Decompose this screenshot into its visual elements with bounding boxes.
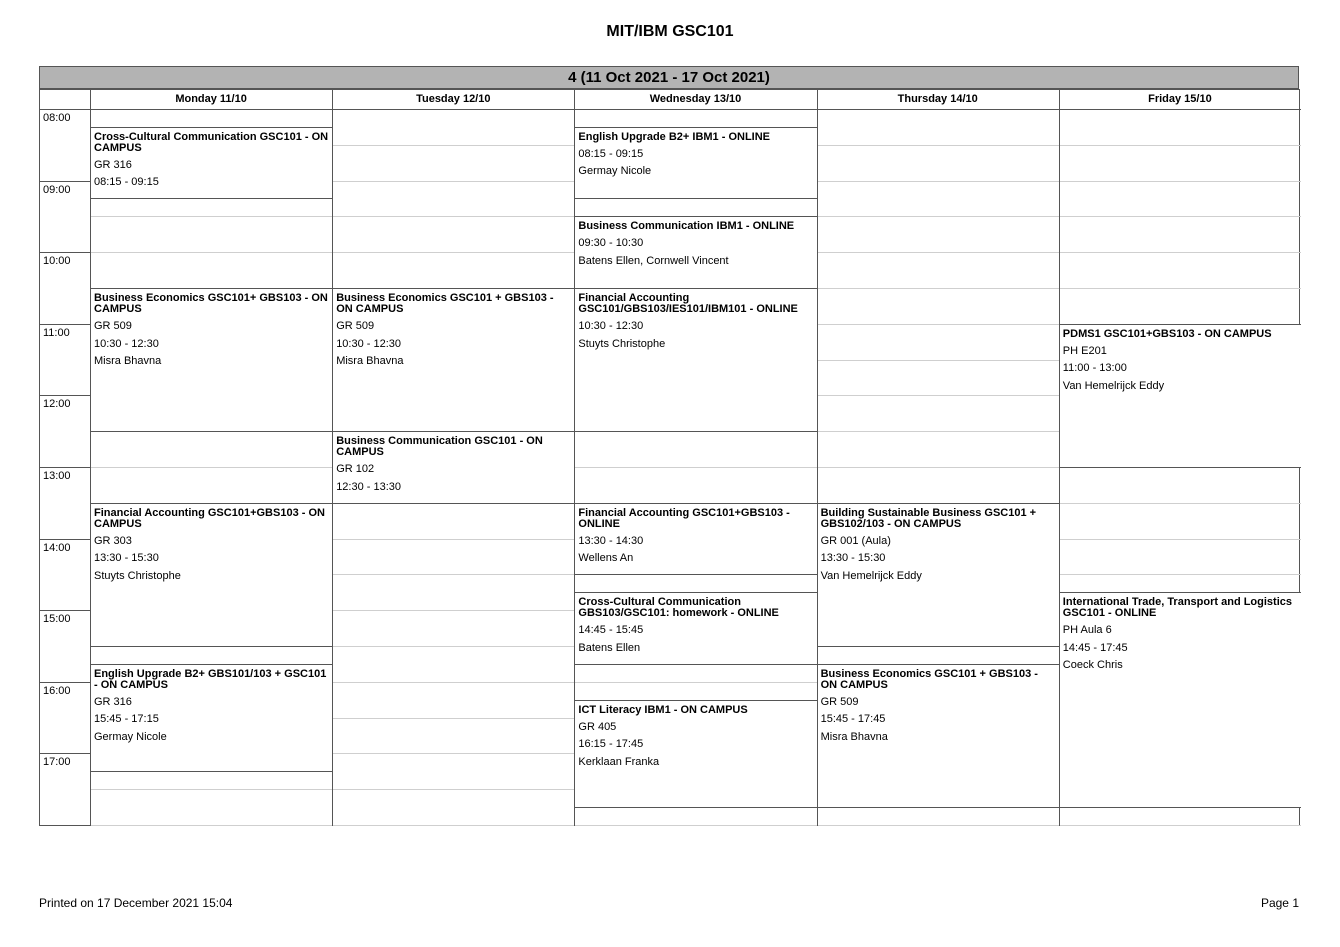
event-block (818, 503, 1059, 647)
day-header: Friday 15/10 (1148, 93, 1212, 105)
event-block (333, 288, 574, 432)
hour-line (39, 324, 90, 325)
printed-date: Printed on 17 December 2021 15:04 (39, 896, 233, 910)
hour-line (39, 395, 90, 396)
event-title: ICT Literacy IBM1 - ON CAMPUS (578, 703, 748, 716)
event-detail: 13:30 - 15:30 (94, 552, 159, 565)
event-detail: 15:45 - 17:15 (94, 713, 159, 726)
event-detail: 10:30 - 12:30 (336, 337, 402, 350)
event-title: PDMS1 GSC101+GBS103 - ON CAMPUS (1062, 327, 1272, 340)
event-block (818, 664, 1059, 808)
event-title: Business Economics GSC101 + GBS103 - ON CAMPUS (336, 292, 554, 315)
event-detail: GR 001 (Aula) (820, 534, 891, 547)
event-detail: 10:30 - 12:30 (94, 337, 159, 350)
event-detail: 11:00 - 13:00 (1062, 362, 1127, 375)
day-header: Tuesday 12/10 (416, 93, 491, 105)
hour-line (39, 682, 90, 683)
event-title: Cross-Cultural Communication GBS103/GSC101: homework - ONLINE (578, 596, 779, 620)
hour-label: 08:00 (43, 112, 71, 124)
event-title: Business Economics GSC101 + GBS103 - ON CAMPUS (820, 667, 1038, 691)
event-detail: GR 303 (94, 534, 132, 547)
event-detail: Batens Ellen, Cornwell Vincent (578, 254, 729, 267)
hour-line (39, 467, 90, 468)
week-header: 4 (11 Oct 2021 - 17 Oct 2021) (39, 66, 1299, 89)
event-detail: Wellens An (578, 552, 634, 565)
event-block (91, 503, 332, 647)
event-block (91, 288, 332, 432)
event-detail: Misra Bhavna (336, 355, 404, 368)
event-detail: GR 102 (336, 463, 375, 476)
event-title: Financial Accounting GSC101/GBS103/IES101/IBM101 - ONLINE (578, 292, 798, 315)
event-block (575, 288, 816, 432)
event-detail: GR 509 (336, 320, 375, 332)
event-block (1060, 592, 1301, 808)
event-detail: Batens Ellen (578, 641, 641, 654)
day-header: Thursday 14/10 (897, 93, 978, 105)
event-detail: Van Hemelrijck Eddy (820, 569, 922, 582)
event-title: International Trade, Transport and Logistics GSC101 - ONLINE (1062, 596, 1293, 620)
event-block (575, 503, 816, 576)
event-block (575, 592, 816, 665)
hour-label: 15:00 (43, 613, 71, 626)
event-detail: Misra Bhavna (94, 355, 162, 368)
event-title: Financial Accounting GSC101+GBS103 - ONLINE (578, 506, 790, 530)
event-detail: 08:15 - 09:15 (578, 147, 644, 160)
event-detail: Coeck Chris (1062, 659, 1123, 672)
event-detail: 12:30 - 13:30 (336, 480, 402, 493)
event-title: Business Communication GSC101 - ON CAMPUS (336, 435, 543, 459)
event-title: Business Communication IBM1 - ONLINE (578, 220, 795, 233)
event-detail: 15:45 - 17:45 (820, 713, 886, 726)
slot-line (90, 825, 1301, 826)
event-detail: GR 509 (94, 320, 132, 332)
event-title: English Upgrade B2+ GBS101/103 + GSC101 - ON CAMPUS (94, 667, 327, 691)
event-block (575, 700, 816, 808)
document-title: MIT/IBM GSC101 (606, 23, 734, 40)
event-detail: PH Aula 6 (1062, 624, 1112, 637)
event-detail: 09:30 - 10:30 (578, 237, 644, 250)
event-detail: Stuyts Christophe (578, 337, 666, 350)
event-title: Financial Accounting GSC101+GBS103 - ON CAMPUS (94, 506, 325, 530)
event-detail: Kerklaan Franka (578, 755, 660, 768)
event-detail: Germay Nicole (578, 165, 652, 178)
hour-line (39, 610, 90, 611)
event-block (575, 127, 816, 200)
hour-line (39, 252, 90, 253)
event-detail: 16:15 - 17:45 (578, 738, 644, 751)
event-block (91, 127, 332, 200)
event-detail: GR 316 (94, 158, 132, 171)
hour-label: 14:00 (43, 541, 71, 554)
hour-line (39, 825, 90, 826)
hour-line (39, 539, 90, 540)
event-detail: 14:45 - 15:45 (578, 624, 644, 637)
event-detail: GR 509 (820, 695, 859, 708)
hour-line (39, 181, 90, 182)
header-line (39, 109, 1301, 110)
day-header: Wednesday 13/10 (649, 93, 742, 105)
event-detail: Misra Bhavna (820, 731, 888, 744)
event-detail: 13:30 - 15:30 (820, 552, 886, 565)
event-detail: Van Hemelrijck Eddy (1062, 379, 1165, 392)
event-detail: PH E201 (1062, 344, 1107, 357)
hour-label: 13:00 (43, 470, 71, 482)
hour-label: 17:00 (43, 756, 71, 769)
timetable-grid (39, 89, 1301, 826)
event-detail: Germay Nicole (94, 731, 167, 744)
event-block (575, 216, 816, 289)
event-title: English Upgrade B2+ IBM1 - ONLINE (578, 130, 770, 143)
event-detail: 14:45 - 17:45 (1062, 641, 1128, 654)
event-title: Business Economics GSC101+ GBS103 - ON CAMPUS (94, 292, 328, 315)
event-detail: 08:15 - 09:15 (94, 176, 159, 189)
event-detail: 13:30 - 14:30 (578, 534, 644, 547)
event-block (1060, 324, 1301, 468)
hour-label: 10:00 (43, 255, 71, 268)
event-block (91, 664, 332, 772)
page-number: Page 1 (1260, 896, 1299, 910)
event-detail: Stuyts Christophe (94, 569, 181, 582)
hour-label: 16:00 (43, 684, 71, 697)
event-title: Cross-Cultural Communication GSC101 - ON CAMPUS (94, 130, 329, 154)
event-detail: GR 316 (94, 695, 132, 708)
hour-label: 12:00 (43, 398, 71, 411)
hour-label: 11:00 (43, 326, 70, 339)
hour-line (39, 753, 90, 754)
event-block (333, 431, 574, 504)
event-detail: GR 405 (578, 720, 617, 733)
event-title: Building Sustainable Business GSC101 + GBS102/103 - ON CAMPUS (820, 506, 1037, 530)
hour-label: 09:00 (43, 183, 71, 196)
event-detail: 10:30 - 12:30 (578, 320, 644, 332)
day-header: Monday 11/10 (175, 93, 247, 105)
